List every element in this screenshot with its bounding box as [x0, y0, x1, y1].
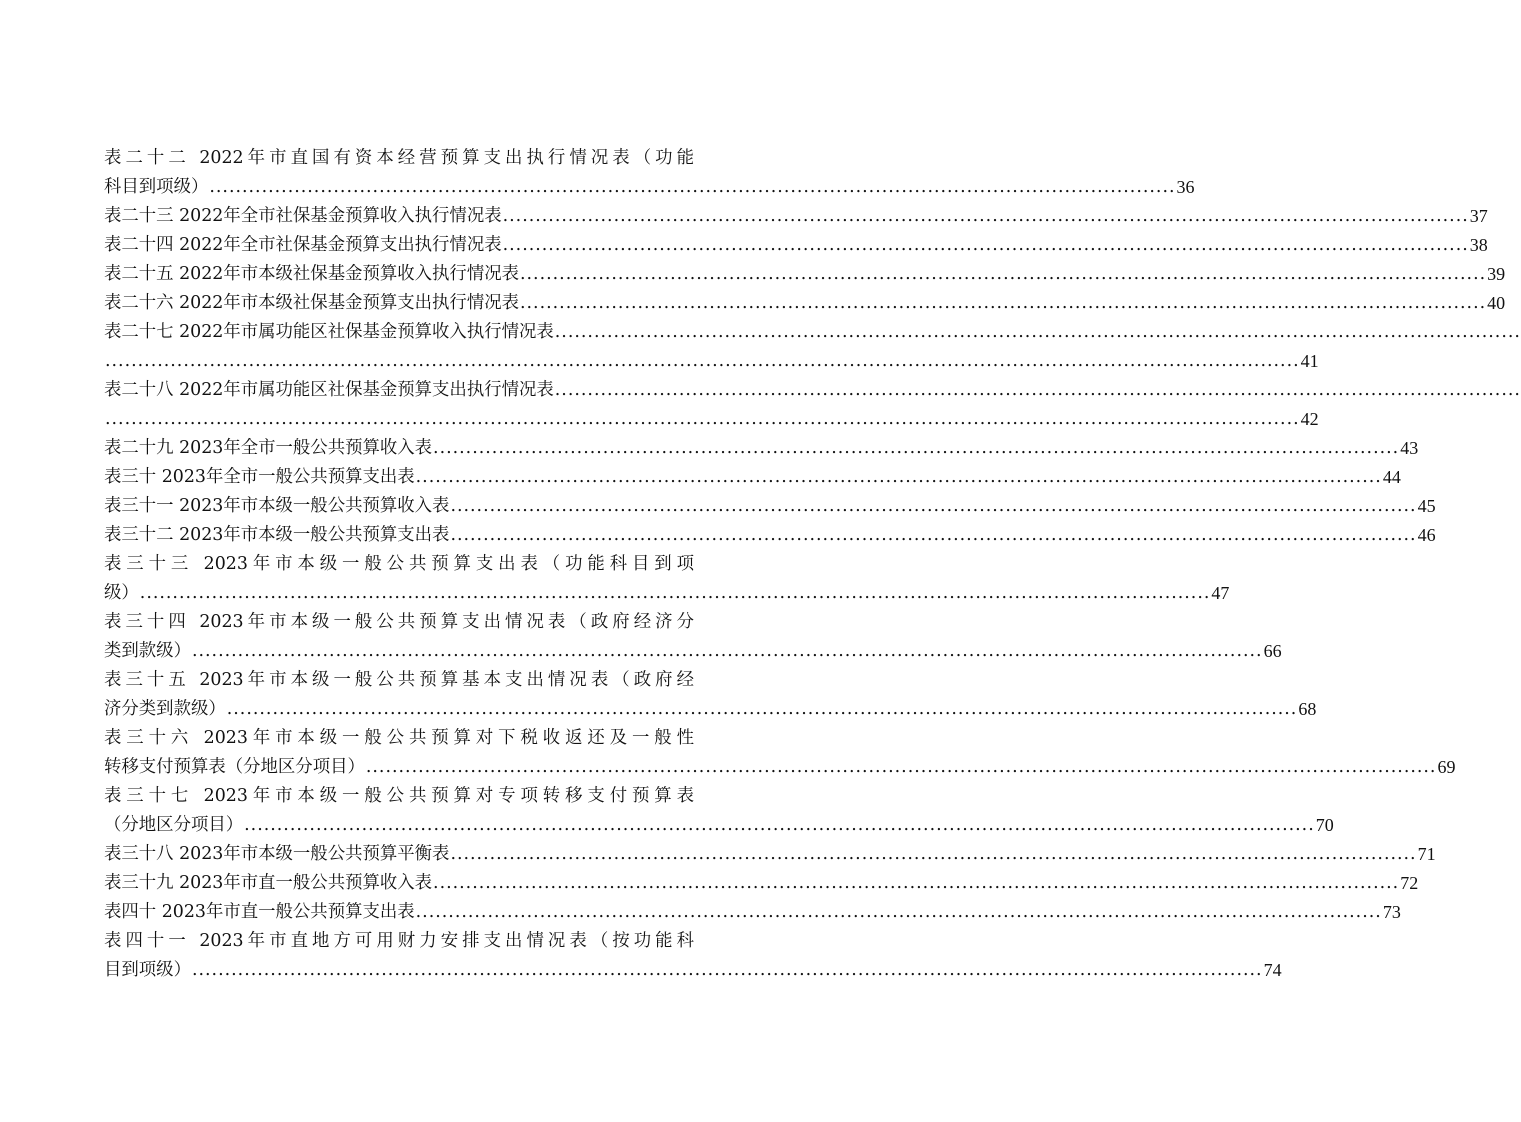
toc-page-number: 69 — [1437, 757, 1456, 777]
toc-entry-title-line: 表二十七 2022年市属功能区社保基金预算收入执行情况表 — [104, 322, 554, 342]
toc-page-number: 47 — [1211, 583, 1230, 603]
toc-page-number: 70 — [1315, 815, 1334, 835]
toc-entry[interactable] — [104, 840, 1436, 869]
toc-entry[interactable] — [104, 463, 1401, 492]
toc-entry[interactable] — [104, 927, 1282, 985]
dot-leader: .................................................................................................................................................... — [450, 525, 1417, 545]
toc-entry-title-line: 表三十九 2023年市直一般公共预算收入表 — [104, 873, 433, 893]
dot-leader: .................................................................................................................................................... — [415, 467, 1382, 487]
toc-entry-title-line: 表三十五 2023年市本级一般公共预算基本支出情况表（政府经 — [104, 670, 694, 690]
dot-leader: .................................................................................................................................................... — [450, 496, 1417, 516]
dot-leader: .................................................................................................................................................... — [502, 206, 1469, 226]
dot-leader: .................................................................................................................................................... — [209, 177, 1176, 197]
dot-leader: ....................................................................................................................................................................................... — [105, 409, 1300, 429]
toc-entry-title-line: 目到项级） — [104, 960, 191, 980]
toc-entry-title-line: 表三十四 2023年市本级一般公共预算支出情况表（政府经济分 — [104, 612, 694, 632]
toc-entry[interactable] — [104, 202, 1488, 231]
toc-entry[interactable] — [104, 231, 1488, 260]
toc-page-number: 39 — [1487, 264, 1506, 284]
toc-entry[interactable] — [104, 376, 1521, 434]
toc-entry-title-line: 表三十二 2023年市本级一般公共预算支出表 — [104, 525, 450, 545]
toc-entry[interactable] — [104, 289, 1506, 318]
dot-leader: ....................................................................................................................................................................................... — [105, 351, 1300, 371]
toc-entry[interactable] — [104, 869, 1419, 898]
toc-page-number: 45 — [1417, 496, 1436, 516]
toc-entry-title-line: 表三十六 2023年市本级一般公共预算对下税收返还及一般性 — [104, 728, 694, 748]
toc-entry-title-line: 表三十八 2023年市本级一般公共预算平衡表 — [104, 844, 450, 864]
toc-entry[interactable] — [104, 724, 1456, 782]
toc-entry-title-line: 表三十 2023年全市一般公共预算支出表 — [104, 467, 415, 487]
toc-page-number: 68 — [1298, 699, 1317, 719]
toc-entry-title-line: 表二十二 2022年市直国有资本经营预算支出执行情况表（功能 — [104, 148, 694, 168]
toc-entry[interactable] — [104, 144, 1195, 202]
toc-entry[interactable] — [104, 521, 1436, 550]
toc-entry-title-line: 表二十九 2023年全市一般公共预算收入表 — [104, 438, 433, 458]
toc-entry[interactable] — [104, 260, 1506, 289]
toc-entry[interactable] — [104, 666, 1317, 724]
toc-page-number: 43 — [1400, 438, 1419, 458]
dot-leader: .................................................................................................................................................... — [502, 235, 1469, 255]
toc-page-number: 73 — [1382, 902, 1401, 922]
dot-leader: .................................................................................................................................................................... — [191, 641, 1263, 661]
dot-leader: .................................................................................................................................................................... — [139, 583, 1211, 603]
toc-entry-title-line: 表三十一 2023年市本级一般公共预算收入表 — [104, 496, 450, 516]
toc-entry-title-line: （分地区分项目） — [104, 815, 244, 835]
toc-page-number: 37 — [1469, 206, 1488, 226]
toc-entry[interactable] — [104, 434, 1419, 463]
toc-page-number: 42 — [1300, 409, 1319, 429]
toc-entry[interactable] — [104, 782, 1334, 840]
dot-leader: .................................................................................................................................................... — [433, 438, 1400, 458]
dot-leader: .................................................................................................................................................... — [433, 873, 1400, 893]
toc-entry-title-line: 表二十六 2022年市本级社保基金预算支出执行情况表 — [104, 293, 519, 313]
dot-leader: .................................................................................................................................................... — [520, 293, 1487, 313]
dot-leader: .................................................................................................................................................... — [450, 844, 1417, 864]
toc-entry-title-line: 表二十五 2022年市本级社保基金预算收入执行情况表 — [104, 264, 519, 284]
table-of-contents — [104, 144, 1521, 985]
toc-entry-title-line: 表二十三 2022年全市社保基金预算收入执行情况表 — [104, 206, 502, 226]
toc-page-number: 44 — [1382, 467, 1401, 487]
toc-page-number: 71 — [1417, 844, 1436, 864]
toc-entry-title-line: 类到款级） — [104, 641, 191, 661]
dot-leader: .................................................................................................................................................... — [520, 264, 1487, 284]
dot-leader: .................................................................................................................................................... — [554, 322, 1521, 342]
toc-entry-title-line: 表三十七 2023年市本级一般公共预算对专项转移支付预算表 — [104, 786, 694, 806]
toc-page-number: 38 — [1469, 235, 1488, 255]
toc-entry[interactable] — [104, 608, 1282, 666]
toc-page-number: 46 — [1417, 525, 1436, 545]
toc-page-number: 74 — [1263, 960, 1282, 980]
toc-entry-title-line: 转移支付预算表（分地区分项目） — [104, 757, 365, 777]
toc-entry-title-line: 级） — [104, 583, 139, 603]
dot-leader: .................................................................................................................................................................... — [226, 699, 1298, 719]
toc-page-number: 72 — [1400, 873, 1419, 893]
dot-leader: .................................................................................................................................................... — [554, 380, 1521, 400]
toc-entry-title-line: 表二十八 2022年市属功能区社保基金预算支出执行情况表 — [104, 380, 554, 400]
toc-entry[interactable] — [104, 898, 1401, 927]
dot-leader: .................................................................................................................................................................... — [244, 815, 1315, 835]
toc-entry-title-line: 表四十一 2023年市直地方可用财力安排支出情况表（按功能科 — [104, 931, 694, 951]
toc-entry[interactable] — [104, 318, 1521, 376]
toc-entry-title-line: 表二十四 2022年全市社保基金预算支出执行情况表 — [104, 235, 502, 255]
toc-page-number: 36 — [1176, 177, 1195, 197]
toc-page-number: 41 — [1300, 351, 1319, 371]
dot-leader: .................................................................................................................................................... — [415, 902, 1382, 922]
dot-leader: .................................................................................................................................................................... — [191, 960, 1263, 980]
toc-entry[interactable] — [104, 550, 1230, 608]
toc-entry-title-line: 表三十三 2023年市本级一般公共预算支出表（功能科目到项 — [104, 554, 694, 574]
toc-entry[interactable] — [104, 492, 1436, 521]
toc-entry-title-line: 科目到项级） — [104, 177, 209, 197]
toc-entry-title-line: 表四十 2023年市直一般公共预算支出表 — [104, 902, 415, 922]
toc-page-number: 40 — [1487, 293, 1506, 313]
toc-entry-title-line: 济分类到款级） — [104, 699, 226, 719]
dot-leader: .................................................................................................................................................................... — [365, 757, 1437, 777]
toc-page-number: 66 — [1263, 641, 1282, 661]
